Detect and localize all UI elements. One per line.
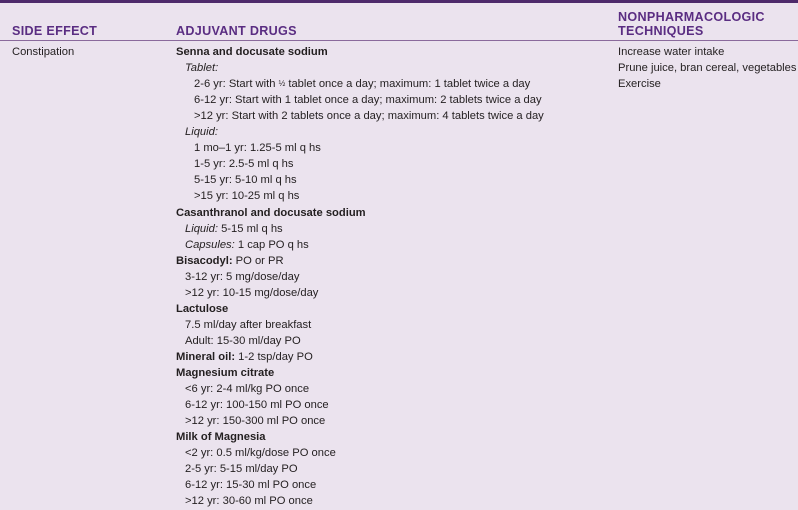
drug-mineral-oil-name: Mineral oil: <box>176 351 236 363</box>
drug-bisacodyl <box>176 254 284 268</box>
nonpharm-item: Prune juice, bran cereal, vegetables <box>618 62 797 74</box>
senna-tablet-2-6 <box>194 77 530 91</box>
bisacodyl-12plus: >12 yr: 10-15 mg/dose/day <box>185 287 319 299</box>
drug-magnesium-citrate-name: Magnesium citrate <box>176 367 275 379</box>
header-nonpharm-line1: NONPHARMACOLOGIC <box>618 10 765 24</box>
senna-liquid-1mo: 1 mo–1 yr: 1.25-5 ml q hs <box>194 142 321 154</box>
senna-liquid-5-15: 5-15 yr: 5-10 ml q hs <box>194 174 297 186</box>
half-fraction: ½ <box>278 79 286 88</box>
magnesium-citrate-dose-3: >12 yr: 150-300 ml PO once <box>185 415 326 427</box>
lactulose-dose-2: Adult: 15-30 ml/day PO <box>185 335 301 347</box>
casanthranol-liquid-dose: 5-15 ml q hs <box>217 223 283 235</box>
nonpharm-item: Exercise <box>618 78 661 90</box>
senna-tablet-12plus: >12 yr: Start with 2 tablets once a day; maximum: 4 tablets twice a day <box>194 110 544 122</box>
senna-tablet-2-6-post: tablet once a day; maximum: 1 tablet twice a day <box>285 78 531 90</box>
casanthranol-capsules-label: Capsules: <box>185 239 235 251</box>
bisacodyl-route: PO or PR <box>232 255 284 267</box>
drug-milk-of-magnesia-name: Milk of Magnesia <box>176 431 266 443</box>
milk-of-magnesia-dose-1: <2 yr: 0.5 ml/kg/dose PO once <box>185 447 336 459</box>
drug-lactulose-name: Lactulose <box>176 303 229 315</box>
drug-mineral-oil <box>176 350 313 364</box>
bisacodyl-3-12: 3-12 yr: 5 mg/dose/day <box>185 271 300 283</box>
milk-of-magnesia-dose-2: 2-5 yr: 5-15 ml/day PO <box>185 463 298 475</box>
nonpharm-item: Increase water intake <box>618 46 725 58</box>
magnesium-citrate-dose-2: 6-12 yr: 100-150 ml PO once <box>185 399 329 411</box>
drug-casanthranol-name: Casanthranol and docusate sodium <box>176 207 366 219</box>
drug-bisacodyl-name: Bisacodyl: <box>176 255 233 267</box>
mineral-oil-dose: 1-2 tsp/day PO <box>235 351 313 363</box>
header-nonpharm-line2: TECHNIQUES <box>618 24 704 38</box>
senna-liquid-15plus: >15 yr: 10-25 ml q hs <box>194 190 300 202</box>
lactulose-dose-1: 7.5 ml/day after breakfast <box>185 319 312 331</box>
senna-tablet-6-12: 6-12 yr: Start with 1 tablet once a day; maximum: 2 tablets twice a day <box>194 94 542 106</box>
casanthranol-capsules <box>185 238 309 252</box>
drug-senna-name: Senna and docusate sodium <box>176 46 328 58</box>
header-nonpharmacologic <box>618 10 765 38</box>
senna-tablet-2-6-pre: 2-6 yr: Start with <box>194 78 279 90</box>
senna-liquid-label: Liquid: <box>185 126 218 138</box>
header-divider <box>0 40 798 41</box>
top-border <box>0 0 798 3</box>
milk-of-magnesia-dose-4: >12 yr: 30-60 ml PO once <box>185 495 313 507</box>
senna-tablet-label: Tablet: <box>185 62 219 74</box>
header-side-effect: SIDE EFFECT <box>12 24 98 38</box>
magnesium-citrate-dose-1: <6 yr: 2-4 ml/kg PO once <box>185 383 310 395</box>
milk-of-magnesia-dose-3: 6-12 yr: 15-30 ml PO once <box>185 479 317 491</box>
casanthranol-liquid-label: Liquid: <box>185 223 218 235</box>
senna-liquid-1-5: 1-5 yr: 2.5-5 ml q hs <box>194 158 294 170</box>
header-adjuvant-drugs: ADJUVANT DRUGS <box>176 24 297 38</box>
side-effect-constipation: Constipation <box>12 46 75 58</box>
casanthranol-liquid <box>185 222 283 236</box>
casanthranol-capsules-dose: 1 cap PO q hs <box>234 239 309 251</box>
